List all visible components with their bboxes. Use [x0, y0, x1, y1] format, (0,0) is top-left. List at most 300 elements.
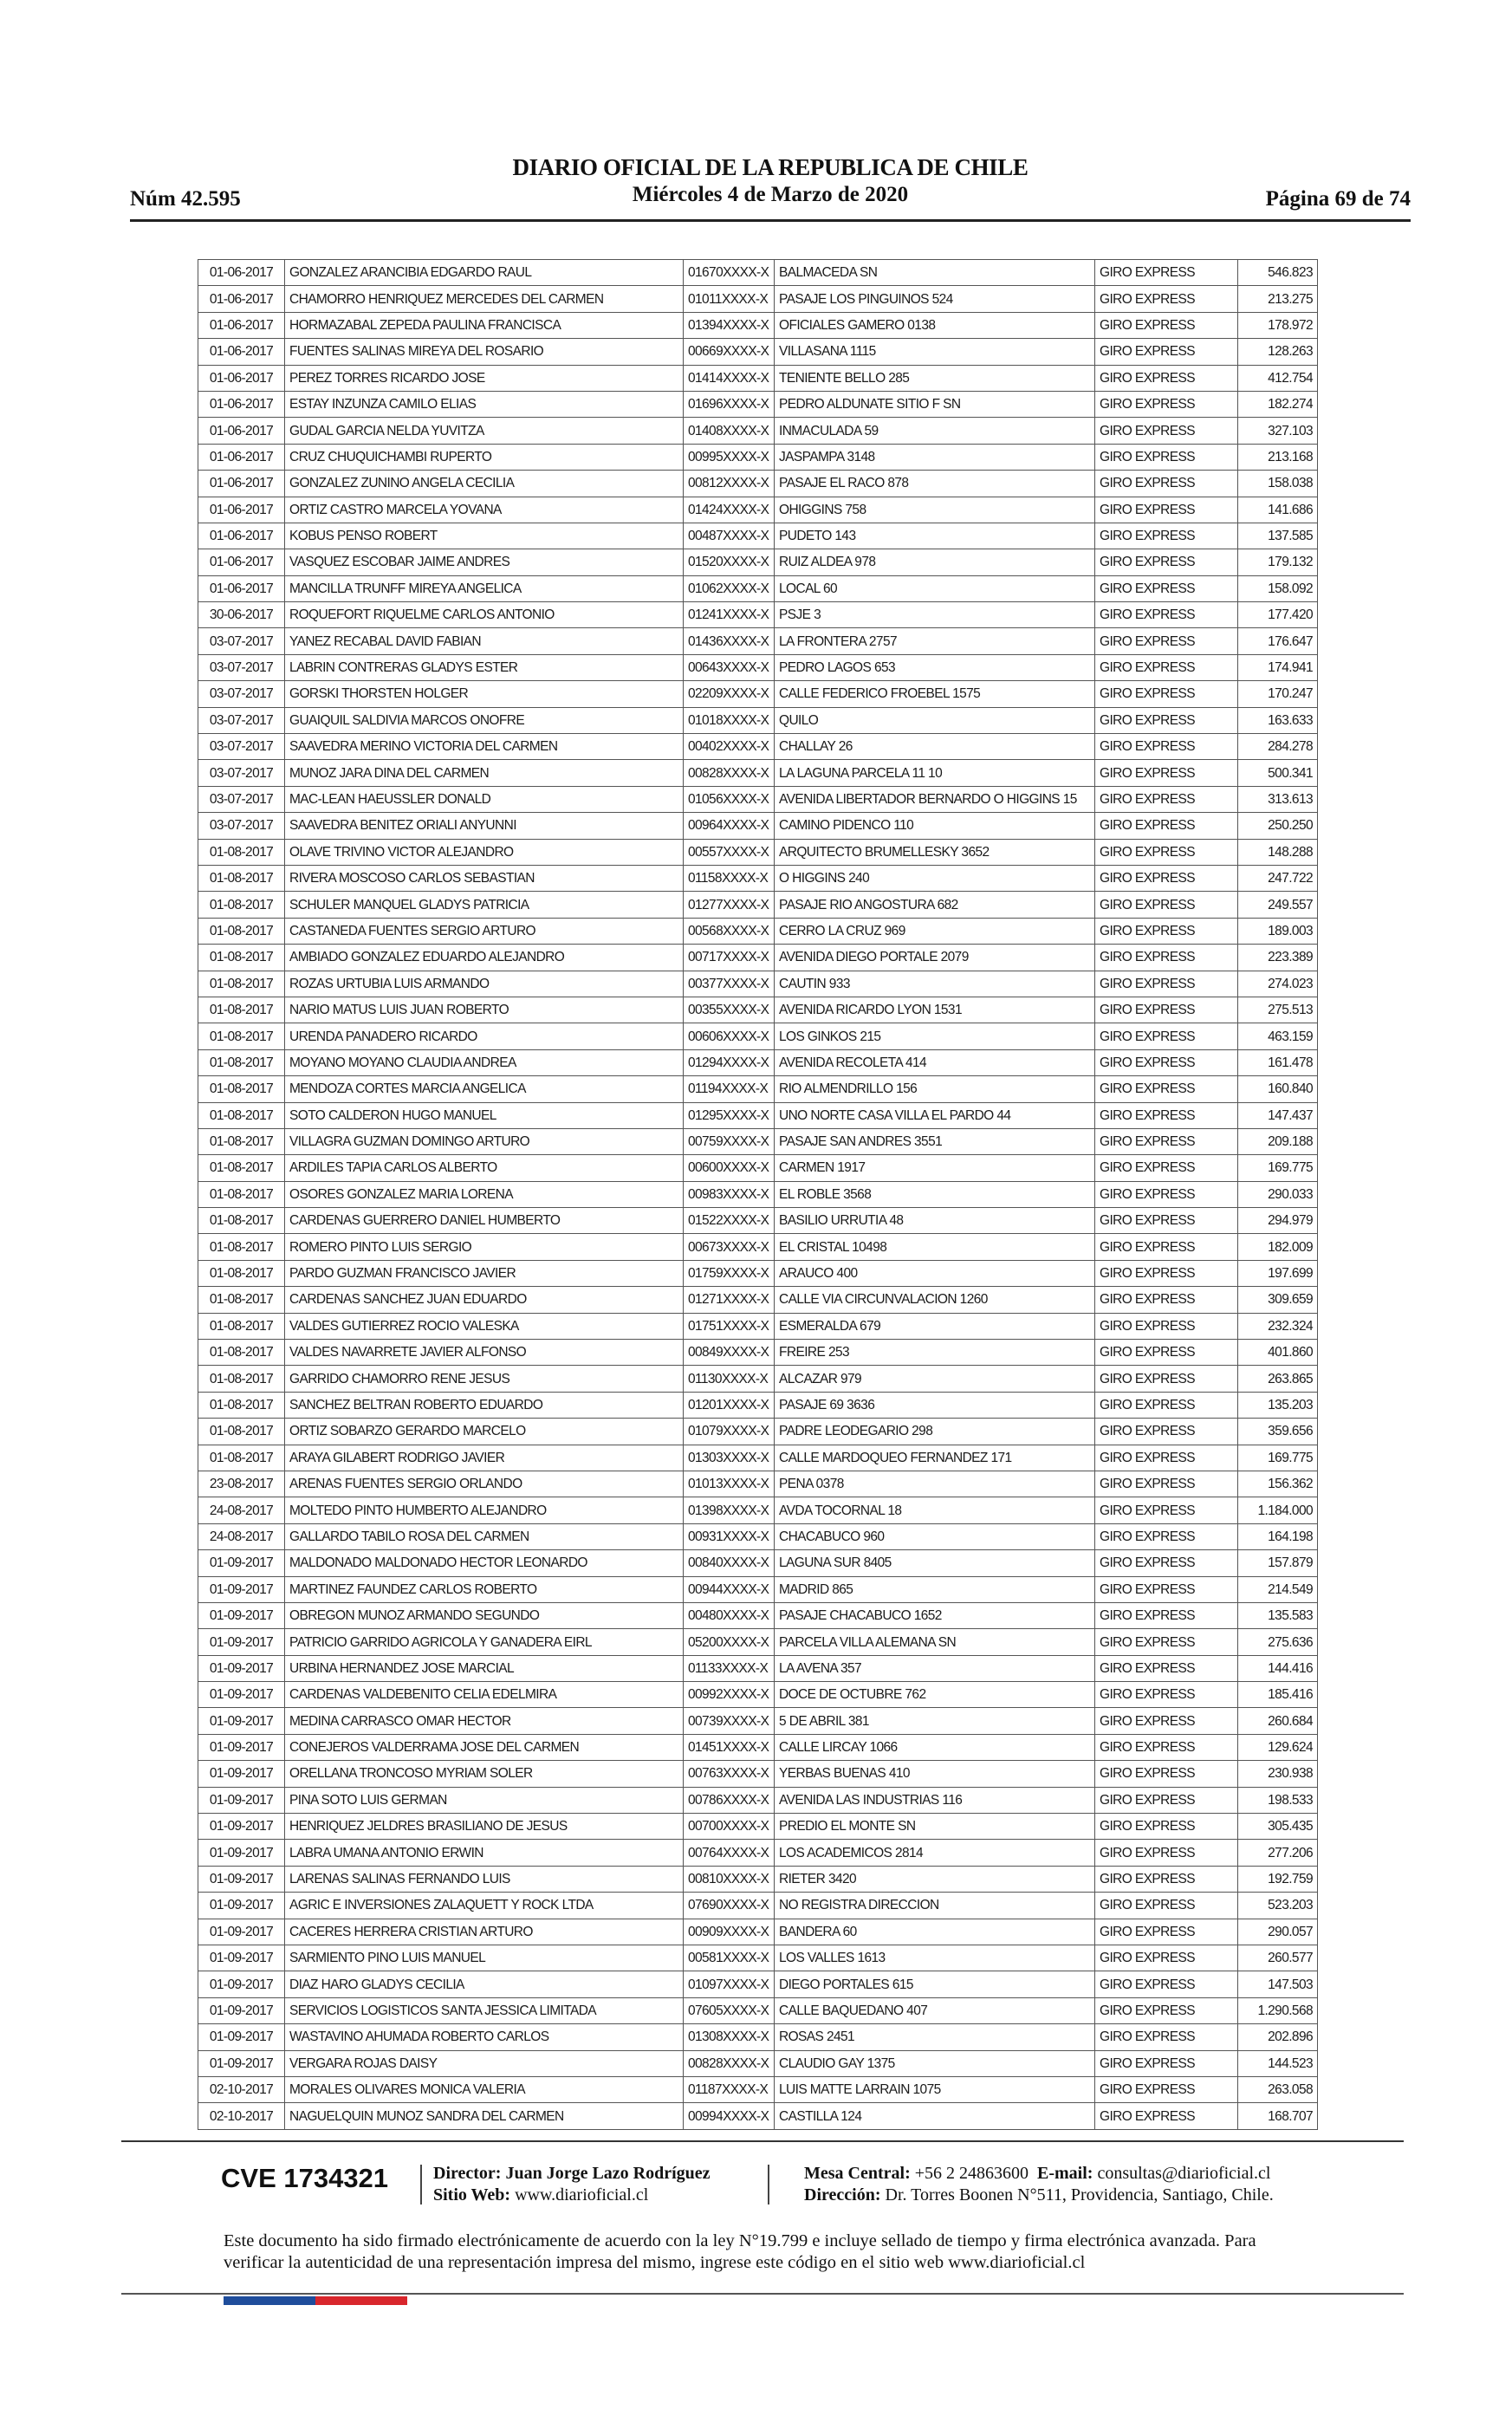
rut-cell: 00402XXXX-X: [684, 734, 775, 760]
amount-cell: 169.775: [1238, 1445, 1318, 1471]
rut-cell: 01295XXXX-X: [684, 1102, 775, 1128]
table-row: [198, 1576, 1318, 1602]
rut-cell: 01294XXXX-X: [684, 1049, 775, 1075]
name-cell: CONEJEROS VALDERRAMA JOSE DEL CARMEN: [285, 1734, 684, 1760]
payment-type-cell: GIRO EXPRESS: [1095, 1945, 1238, 1971]
table-row: [198, 471, 1318, 497]
date-cell: 01-09-2017: [198, 1550, 285, 1576]
address-cell: FREIRE 253: [775, 1340, 1095, 1366]
issue-date: Miércoles 4 de Marzo de 2020: [632, 183, 909, 206]
name-cell: GUAIQUIL SALDIVIA MARCOS ONOFRE: [285, 707, 684, 733]
date-cell: 01-08-2017: [198, 1076, 285, 1102]
name-cell: CARDENAS SANCHEZ JUAN EDUARDO: [285, 1287, 684, 1313]
address-label: Dirección:: [804, 2185, 881, 2204]
address-cell: 5 DE ABRIL 381: [775, 1708, 1095, 1734]
address-cell: CERRO LA CRUZ 969: [775, 918, 1095, 944]
address-cell: RIETER 3420: [775, 1866, 1095, 1892]
rut-cell: 01520XXXX-X: [684, 549, 775, 575]
address-cell: BASILIO URRUTIA 48: [775, 1208, 1095, 1234]
payment-type-cell: GIRO EXPRESS: [1095, 1682, 1238, 1708]
address-cell: PEDRO LAGOS 653: [775, 654, 1095, 680]
date-cell: 01-09-2017: [198, 1655, 285, 1681]
amount-cell: 137.585: [1238, 523, 1318, 549]
amount-cell: 260.577: [1238, 1945, 1318, 1971]
address-cell: AVENIDA LIBERTADOR BERNARDO O HIGGINS 15: [775, 786, 1095, 812]
name-cell: GONZALEZ ZUNINO ANGELA CECILIA: [285, 471, 684, 497]
address-cell: PASAJE 69 3636: [775, 1392, 1095, 1418]
table-row: [198, 1208, 1318, 1234]
amount-cell: 500.341: [1238, 760, 1318, 786]
payment-type-cell: GIRO EXPRESS: [1095, 945, 1238, 971]
payment-type-cell: GIRO EXPRESS: [1095, 1629, 1238, 1655]
address-cell: NO REGISTRA DIRECCION: [775, 1893, 1095, 1919]
table-row: [198, 365, 1318, 391]
payment-type-cell: GIRO EXPRESS: [1095, 1576, 1238, 1602]
amount-cell: 250.250: [1238, 813, 1318, 839]
address-cell: RUIZ ALDEA 978: [775, 549, 1095, 575]
rut-cell: 00717XXXX-X: [684, 945, 775, 971]
amount-cell: 277.206: [1238, 1840, 1318, 1866]
table-row: [198, 1260, 1318, 1286]
date-cell: 01-06-2017: [198, 286, 285, 312]
amount-cell: 313.613: [1238, 786, 1318, 812]
address-cell: PASAJE CHACABUCO 1652: [775, 1602, 1095, 1628]
payment-type-cell: GIRO EXPRESS: [1095, 707, 1238, 733]
date-cell: 01-08-2017: [198, 1445, 285, 1471]
name-cell: AGRIC E INVERSIONES ZALAQUETT Y ROCK LTDA: [285, 1893, 684, 1919]
address-cell: AVENIDA RICARDO LYON 1531: [775, 997, 1095, 1023]
rut-cell: 01277XXXX-X: [684, 892, 775, 918]
table-row: [198, 575, 1318, 601]
rut-cell: 01187XXXX-X: [684, 2076, 775, 2102]
date-cell: 03-07-2017: [198, 734, 285, 760]
date-cell: 01-06-2017: [198, 549, 285, 575]
amount-cell: 147.437: [1238, 1102, 1318, 1128]
address-cell: PREDIO EL MONTE SN: [775, 1814, 1095, 1840]
address-cell: CALLE MARDOQUEO FERNANDEZ 171: [775, 1445, 1095, 1471]
rut-cell: 00995XXXX-X: [684, 444, 775, 470]
date-cell: 01-06-2017: [198, 260, 285, 286]
amount-cell: 284.278: [1238, 734, 1318, 760]
payment-type-cell: GIRO EXPRESS: [1095, 1102, 1238, 1128]
name-cell: ARAYA GILABERT RODRIGO JAVIER: [285, 1445, 684, 1471]
name-cell: SARMIENTO PINO LUIS MANUEL: [285, 1945, 684, 1971]
table-row: [198, 1550, 1318, 1576]
rut-cell: 01130XXXX-X: [684, 1366, 775, 1392]
rut-cell: 01696XXXX-X: [684, 391, 775, 417]
name-cell: MUNOZ JARA DINA DEL CARMEN: [285, 760, 684, 786]
rut-cell: 00643XXXX-X: [684, 654, 775, 680]
table-row: [198, 1945, 1318, 1971]
amount-cell: 157.879: [1238, 1550, 1318, 1576]
amount-cell: 192.759: [1238, 1866, 1318, 1892]
amount-cell: 213.168: [1238, 444, 1318, 470]
payment-type-cell: GIRO EXPRESS: [1095, 1550, 1238, 1576]
amount-cell: 144.416: [1238, 1655, 1318, 1681]
rut-cell: 00764XXXX-X: [684, 1840, 775, 1866]
name-cell: AMBIADO GONZALEZ EDUARDO ALEJANDRO: [285, 945, 684, 971]
name-cell: URBINA HERNANDEZ JOSE MARCIAL: [285, 1655, 684, 1681]
date-cell: 01-09-2017: [198, 1971, 285, 1997]
table-row: [198, 1471, 1318, 1497]
rut-cell: 01271XXXX-X: [684, 1287, 775, 1313]
table-row: [198, 1497, 1318, 1523]
table-row: [198, 786, 1318, 812]
date-cell: 01-06-2017: [198, 497, 285, 523]
amount-cell: 401.860: [1238, 1340, 1318, 1366]
amount-cell: 161.478: [1238, 1049, 1318, 1075]
amount-cell: 260.684: [1238, 1708, 1318, 1734]
payment-type-cell: GIRO EXPRESS: [1095, 865, 1238, 891]
table-row: [198, 1840, 1318, 1866]
footer-divider-top: [121, 2140, 1404, 2142]
name-cell: MARTINEZ FAUNDEZ CARLOS ROBERTO: [285, 1576, 684, 1602]
rut-cell: 00931XXXX-X: [684, 1523, 775, 1549]
rut-cell: 00994XXXX-X: [684, 2103, 775, 2129]
amount-cell: 189.003: [1238, 918, 1318, 944]
page-header: [130, 154, 1411, 224]
amount-cell: 156.362: [1238, 1471, 1318, 1497]
payment-type-cell: GIRO EXPRESS: [1095, 918, 1238, 944]
date-cell: 01-08-2017: [198, 1340, 285, 1366]
address-cell: ARQUITECTO BRUMELLESKY 3652: [775, 839, 1095, 865]
date-cell: 01-08-2017: [198, 1234, 285, 1260]
date-cell: 01-09-2017: [198, 2024, 285, 2050]
payment-type-cell: GIRO EXPRESS: [1095, 1392, 1238, 1418]
rut-cell: 01398XXXX-X: [684, 1497, 775, 1523]
payment-type-cell: GIRO EXPRESS: [1095, 760, 1238, 786]
table-row: [198, 997, 1318, 1023]
amount-cell: 249.557: [1238, 892, 1318, 918]
payment-type-cell: GIRO EXPRESS: [1095, 1471, 1238, 1497]
date-cell: 01-09-2017: [198, 1945, 285, 1971]
amount-cell: 179.132: [1238, 549, 1318, 575]
address-cell: ARAUCO 400: [775, 1260, 1095, 1286]
address-cell: AVENIDA DIEGO PORTALE 2079: [775, 945, 1095, 971]
table-row: [198, 523, 1318, 549]
amount-cell: 1.184.000: [1238, 1497, 1318, 1523]
table-row: [198, 1655, 1318, 1681]
name-cell: YANEZ RECABAL DAVID FABIAN: [285, 628, 684, 654]
table-row: [198, 2024, 1318, 2050]
payment-type-cell: GIRO EXPRESS: [1095, 365, 1238, 391]
payment-type-cell: GIRO EXPRESS: [1095, 1971, 1238, 1997]
address-cell: LA FRONTERA 2757: [775, 628, 1095, 654]
payment-type-cell: GIRO EXPRESS: [1095, 892, 1238, 918]
address-cell: CALLE LIRCAY 1066: [775, 1734, 1095, 1760]
address-cell: YERBAS BUENAS 410: [775, 1761, 1095, 1787]
date-cell: 01-08-2017: [198, 1128, 285, 1154]
rut-cell: 00840XXXX-X: [684, 1550, 775, 1576]
name-cell: MENDOZA CORTES MARCIA ANGELICA: [285, 1076, 684, 1102]
table-row: [198, 1919, 1318, 1945]
name-cell: ORTIZ CASTRO MARCELA YOVANA: [285, 497, 684, 523]
name-cell: MOYANO MOYANO CLAUDIA ANDREA: [285, 1049, 684, 1075]
rut-cell: 01303XXXX-X: [684, 1445, 775, 1471]
date-cell: 01-08-2017: [198, 1208, 285, 1234]
date-cell: 03-07-2017: [198, 654, 285, 680]
table-row: [198, 1997, 1318, 2023]
rut-cell: 00983XXXX-X: [684, 1181, 775, 1207]
payment-type-cell: GIRO EXPRESS: [1095, 2050, 1238, 2076]
address-cell: CALLE FEDERICO FROEBEL 1575: [775, 681, 1095, 707]
table-row: [198, 1602, 1318, 1628]
amount-cell: 135.583: [1238, 1602, 1318, 1628]
address-cell: DOCE DE OCTUBRE 762: [775, 1682, 1095, 1708]
name-cell: URENDA PANADERO RICARDO: [285, 1023, 684, 1049]
name-cell: GUDAL GARCIA NELDA YUVITZA: [285, 418, 684, 444]
rut-cell: 01414XXXX-X: [684, 365, 775, 391]
address-cell: LAGUNA SUR 8405: [775, 1550, 1095, 1576]
amount-cell: 170.247: [1238, 681, 1318, 707]
name-cell: SCHULER MANQUEL GLADYS PATRICIA: [285, 892, 684, 918]
payment-type-cell: GIRO EXPRESS: [1095, 1155, 1238, 1181]
date-cell: 01-08-2017: [198, 865, 285, 891]
address-cell: LOS ACADEMICOS 2814: [775, 1840, 1095, 1866]
payment-type-cell: GIRO EXPRESS: [1095, 971, 1238, 997]
table-row: [198, 1076, 1318, 1102]
table-row: [198, 1734, 1318, 1760]
name-cell: NARIO MATUS LUIS JUAN ROBERTO: [285, 997, 684, 1023]
name-cell: CHAMORRO HENRIQUEZ MERCEDES DEL CARMEN: [285, 286, 684, 312]
rut-cell: 01062XXXX-X: [684, 575, 775, 601]
rut-cell: 00568XXXX-X: [684, 918, 775, 944]
name-cell: DIAZ HARO GLADYS CECILIA: [285, 1971, 684, 1997]
amount-cell: 160.840: [1238, 1076, 1318, 1102]
payment-type-cell: GIRO EXPRESS: [1095, 1497, 1238, 1523]
amount-cell: 327.103: [1238, 418, 1318, 444]
amount-cell: 232.324: [1238, 1313, 1318, 1339]
amount-cell: 523.203: [1238, 1893, 1318, 1919]
date-cell: 01-08-2017: [198, 1260, 285, 1286]
table-row: [198, 1787, 1318, 1813]
flag-blue-stripe: [224, 2296, 315, 2305]
payment-type-cell: GIRO EXPRESS: [1095, 1023, 1238, 1049]
table-row: [198, 1287, 1318, 1313]
name-cell: VALDES NAVARRETE JAVIER ALFONSO: [285, 1340, 684, 1366]
rut-cell: 00849XXXX-X: [684, 1340, 775, 1366]
table-row: [198, 2076, 1318, 2102]
payment-type-cell: GIRO EXPRESS: [1095, 391, 1238, 417]
amount-cell: 214.549: [1238, 1576, 1318, 1602]
payment-type-cell: GIRO EXPRESS: [1095, 1708, 1238, 1734]
table-row: [198, 1814, 1318, 1840]
rut-cell: 00786XXXX-X: [684, 1787, 775, 1813]
amount-cell: 148.288: [1238, 839, 1318, 865]
name-cell: LABRIN CONTRERAS GLADYS ESTER: [285, 654, 684, 680]
rut-cell: 00700XXXX-X: [684, 1814, 775, 1840]
payment-type-cell: GIRO EXPRESS: [1095, 497, 1238, 523]
rut-cell: 07690XXXX-X: [684, 1893, 775, 1919]
amount-cell: 135.203: [1238, 1392, 1318, 1418]
table-row: [198, 681, 1318, 707]
payment-type-cell: GIRO EXPRESS: [1095, 734, 1238, 760]
address-cell: CAMINO PIDENCO 110: [775, 813, 1095, 839]
payment-type-cell: GIRO EXPRESS: [1095, 418, 1238, 444]
payment-type-cell: GIRO EXPRESS: [1095, 997, 1238, 1023]
amount-cell: 177.420: [1238, 602, 1318, 628]
rut-cell: 00810XXXX-X: [684, 1866, 775, 1892]
name-cell: VALDES GUTIERREZ ROCIO VALESKA: [285, 1313, 684, 1339]
date-cell: 01-06-2017: [198, 523, 285, 549]
payment-type-cell: GIRO EXPRESS: [1095, 1655, 1238, 1681]
table-row: [198, 1682, 1318, 1708]
payment-type-cell: GIRO EXPRESS: [1095, 1234, 1238, 1260]
address-cell: CALLE VIA CIRCUNVALACION 1260: [775, 1287, 1095, 1313]
address-cell: AVENIDA RECOLETA 414: [775, 1049, 1095, 1075]
issue-number: Núm 42.595: [130, 187, 241, 211]
rut-cell: 01158XXXX-X: [684, 865, 775, 891]
date-cell: 24-08-2017: [198, 1497, 285, 1523]
table-row: [198, 286, 1318, 312]
payment-type-cell: GIRO EXPRESS: [1095, 628, 1238, 654]
name-cell: MAC-LEAN HAEUSSLER DONALD: [285, 786, 684, 812]
name-cell: GALLARDO TABILO ROSA DEL CARMEN: [285, 1523, 684, 1549]
name-cell: ARENAS FUENTES SERGIO ORLANDO: [285, 1471, 684, 1497]
address-cell: LOS GINKOS 215: [775, 1023, 1095, 1049]
rut-cell: 00600XXXX-X: [684, 1155, 775, 1181]
name-cell: ESTAY INZUNZA CAMILO ELIAS: [285, 391, 684, 417]
rut-cell: 01018XXXX-X: [684, 707, 775, 733]
table-row: [198, 1866, 1318, 1892]
date-cell: 01-08-2017: [198, 1155, 285, 1181]
payment-type-cell: GIRO EXPRESS: [1095, 1919, 1238, 1945]
date-cell: 01-08-2017: [198, 1287, 285, 1313]
table-row: [198, 2050, 1318, 2076]
date-cell: 01-08-2017: [198, 997, 285, 1023]
date-cell: 01-09-2017: [198, 1629, 285, 1655]
address-text: Dr. Torres Boonen N°511, Providencia, Santiago, Chile.: [885, 2185, 1274, 2204]
amount-cell: 174.941: [1238, 654, 1318, 680]
cve-code: CVE 1734321: [221, 2163, 389, 2193]
table-row: [198, 444, 1318, 470]
payment-type-cell: GIRO EXPRESS: [1095, 1840, 1238, 1866]
amount-cell: 129.624: [1238, 1734, 1318, 1760]
amount-cell: 213.275: [1238, 286, 1318, 312]
flag-bar: [224, 2296, 407, 2305]
flag-red-stripe: [315, 2296, 407, 2305]
name-cell: VILLAGRA GUZMAN DOMINGO ARTURO: [285, 1128, 684, 1154]
rut-cell: 00739XXXX-X: [684, 1708, 775, 1734]
name-cell: KOBUS PENSO ROBERT: [285, 523, 684, 549]
date-cell: 01-09-2017: [198, 1734, 285, 1760]
name-cell: ROMERO PINTO LUIS SERGIO: [285, 1234, 684, 1260]
address-cell: PUDETO 143: [775, 523, 1095, 549]
director-name: Juan Jorge Lazo Rodríguez: [505, 2164, 711, 2183]
table-row: [198, 497, 1318, 523]
table-row: [198, 654, 1318, 680]
address-cell: EL ROBLE 3568: [775, 1181, 1095, 1207]
records-table: [198, 259, 1318, 2130]
name-cell: VASQUEZ ESCOBAR JAIME ANDRES: [285, 549, 684, 575]
table-row: [198, 945, 1318, 971]
name-cell: WASTAVINO AHUMADA ROBERTO CARLOS: [285, 2024, 684, 2050]
table-row: [198, 734, 1318, 760]
date-cell: 01-06-2017: [198, 418, 285, 444]
date-cell: 03-07-2017: [198, 628, 285, 654]
amount-cell: 209.188: [1238, 1128, 1318, 1154]
payment-type-cell: GIRO EXPRESS: [1095, 312, 1238, 338]
amount-cell: 198.533: [1238, 1787, 1318, 1813]
payment-type-cell: GIRO EXPRESS: [1095, 1128, 1238, 1154]
address-cell: TENIENTE BELLO 285: [775, 365, 1095, 391]
director-block: [433, 2163, 711, 2206]
date-cell: 01-08-2017: [198, 1313, 285, 1339]
name-cell: OBREGON MUNOZ ARMANDO SEGUNDO: [285, 1602, 684, 1628]
payment-type-cell: GIRO EXPRESS: [1095, 2076, 1238, 2102]
email-label: E-mail:: [1037, 2164, 1093, 2183]
date-cell: 01-06-2017: [198, 471, 285, 497]
date-cell: 01-08-2017: [198, 918, 285, 944]
address-cell: CAUTIN 933: [775, 971, 1095, 997]
table-row: [198, 865, 1318, 891]
amount-cell: 178.972: [1238, 312, 1318, 338]
address-cell: ALCAZAR 979: [775, 1366, 1095, 1392]
table-row: [198, 839, 1318, 865]
table-row: [198, 892, 1318, 918]
payment-type-cell: GIRO EXPRESS: [1095, 523, 1238, 549]
name-cell: LARENAS SALINAS FERNANDO LUIS: [285, 1866, 684, 1892]
address-cell: INMACULADA 59: [775, 418, 1095, 444]
rut-cell: 00355XXXX-X: [684, 997, 775, 1023]
amount-cell: 185.416: [1238, 1682, 1318, 1708]
amount-cell: 158.092: [1238, 575, 1318, 601]
amount-cell: 230.938: [1238, 1761, 1318, 1787]
address-cell: PENA 0378: [775, 1471, 1095, 1497]
rut-cell: 05200XXXX-X: [684, 1629, 775, 1655]
address-cell: VILLASANA 1115: [775, 339, 1095, 365]
date-cell: 01-06-2017: [198, 391, 285, 417]
amount-cell: 147.503: [1238, 1971, 1318, 1997]
payment-type-cell: GIRO EXPRESS: [1095, 260, 1238, 286]
table-row: [198, 549, 1318, 575]
address-cell: LUIS MATTE LARRAIN 1075: [775, 2076, 1095, 2102]
web-link[interactable]: www.diarioficial.cl: [515, 2185, 649, 2204]
address-cell: ESMERALDA 679: [775, 1313, 1095, 1339]
header-divider: [130, 219, 1411, 222]
date-cell: 01-09-2017: [198, 1840, 285, 1866]
date-cell: 01-06-2017: [198, 575, 285, 601]
address-cell: CASTILLA 124: [775, 2103, 1095, 2129]
rut-cell: 01759XXXX-X: [684, 1260, 775, 1286]
records-body: [198, 260, 1318, 2130]
amount-cell: 202.896: [1238, 2024, 1318, 2050]
address-cell: PASAJE SAN ANDRES 3551: [775, 1128, 1095, 1154]
payment-type-cell: GIRO EXPRESS: [1095, 1340, 1238, 1366]
payment-type-cell: GIRO EXPRESS: [1095, 1366, 1238, 1392]
rut-cell: 00759XXXX-X: [684, 1128, 775, 1154]
amount-cell: 176.647: [1238, 628, 1318, 654]
rut-cell: 01522XXXX-X: [684, 1208, 775, 1234]
date-cell: 01-08-2017: [198, 892, 285, 918]
name-cell: GONZALEZ ARANCIBIA EDGARDO RAUL: [285, 260, 684, 286]
address-cell: EL CRISTAL 10498: [775, 1234, 1095, 1260]
rut-cell: 00828XXXX-X: [684, 760, 775, 786]
rut-cell: 00581XXXX-X: [684, 1945, 775, 1971]
payment-type-cell: GIRO EXPRESS: [1095, 681, 1238, 707]
date-cell: 03-07-2017: [198, 707, 285, 733]
name-cell: MOLTEDO PINTO HUMBERTO ALEJANDRO: [285, 1497, 684, 1523]
page-indicator: Página 69 de 74: [1265, 187, 1411, 211]
email-link[interactable]: consultas@diarioficial.cl: [1097, 2164, 1271, 2183]
address-cell: BALMACEDA SN: [775, 260, 1095, 286]
table-row: [198, 312, 1318, 338]
date-cell: 30-06-2017: [198, 602, 285, 628]
name-cell: CASTANEDA FUENTES SERGIO ARTURO: [285, 918, 684, 944]
name-cell: MEDINA CARRASCO OMAR HECTOR: [285, 1708, 684, 1734]
rut-cell: 01097XXXX-X: [684, 1971, 775, 1997]
amount-cell: 263.865: [1238, 1366, 1318, 1392]
